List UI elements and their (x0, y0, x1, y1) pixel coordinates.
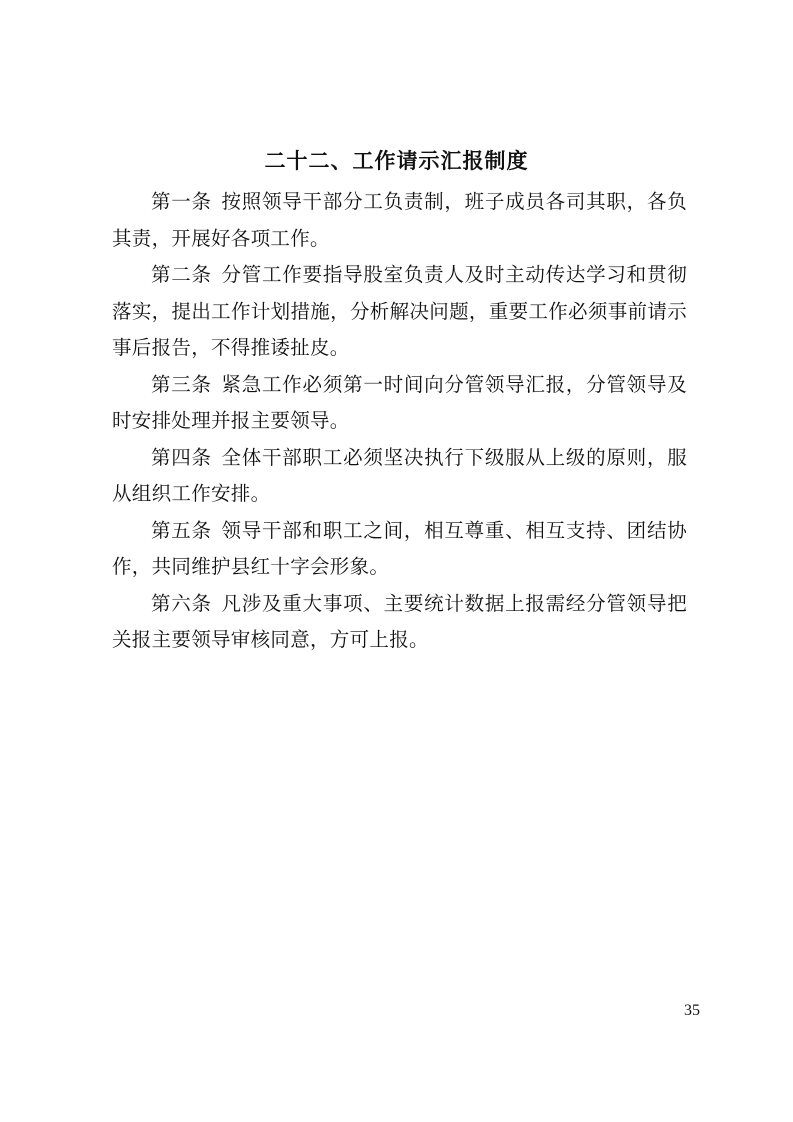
article-number: 第六条 (151, 591, 212, 615)
article-1 (112, 184, 687, 257)
article-number: 第一条 (151, 190, 212, 213)
article-2 (112, 257, 687, 367)
document-body (112, 184, 687, 659)
document-title: 二十二、工作请示汇报制度 (264, 149, 529, 173)
article-number: 第三条 (151, 372, 212, 396)
article-text: 凡涉及重大事项、主要统计数据上报需经分管领导把关报主要领导审核同意，方可上报。 (112, 591, 687, 651)
article-4 (112, 440, 687, 513)
article-number: 第五条 (151, 518, 212, 542)
article-number: 第四条 (151, 445, 212, 469)
article-text: 领导干部和职工之间，相互尊重、相互支持、团结协作，共同维护县红十字会形象。 (112, 518, 687, 578)
article-text: 全体干部职工必须坚决执行下级服从上级的原则，服从组织工作安排。 (112, 445, 687, 505)
article-6 (112, 586, 687, 659)
article-text: 按照领导干部分工负责制，班子成员各司其职，各负其责，开展好各项工作。 (112, 190, 687, 250)
article-5 (112, 513, 687, 586)
article-text: 分管工作要指导股室负责人及时主动传达学习和贯彻落实，提出工作计划措施，分析解决问题，重要工作必须事前请示事后报告，不得推诿扯皮。 (112, 263, 687, 359)
article-3 (112, 367, 687, 440)
article-number: 第二条 (151, 263, 212, 286)
article-text: 紧急工作必须第一时间向分管领导汇报，分管领导及时安排处理并报主要领导。 (112, 372, 687, 432)
page-number: 35 (684, 1002, 700, 1019)
